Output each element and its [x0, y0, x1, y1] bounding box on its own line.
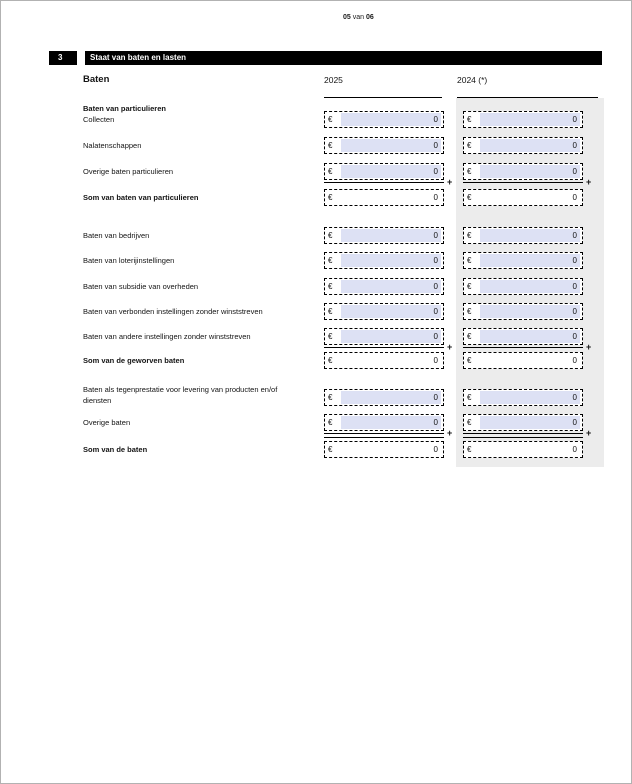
euro-symbol: € — [328, 418, 333, 427]
field-collecten-2024[interactable] — [463, 111, 583, 128]
total-line — [463, 433, 583, 438]
section-title: Staat van baten en lasten — [90, 53, 187, 62]
field-overige-baten-particulieren-2025[interactable] — [324, 163, 444, 180]
field-overige-baten-2024[interactable] — [463, 414, 583, 431]
euro-symbol: € — [328, 445, 333, 454]
field-som-van-de-baten-2025 — [324, 441, 444, 458]
field-value: 0 — [433, 445, 438, 454]
field-value: 0 — [572, 193, 577, 202]
field-value: 0 — [480, 113, 580, 126]
field-value: 0 — [341, 113, 441, 126]
euro-symbol: € — [328, 332, 333, 341]
field-value: 0 — [480, 280, 580, 293]
field-value: 0 — [480, 391, 580, 404]
euro-symbol: € — [467, 393, 472, 402]
field-nalatenschappen-2025[interactable] — [324, 137, 444, 154]
field-value: 0 — [480, 229, 580, 242]
field-value: 0 — [480, 416, 580, 429]
field-value: 0 — [341, 391, 441, 404]
field-value: 0 — [480, 165, 580, 178]
total-line — [324, 433, 444, 438]
sum-line — [463, 347, 583, 348]
column-rule-2024 — [457, 97, 598, 98]
euro-symbol: € — [467, 256, 472, 265]
page-of-word: van — [352, 14, 365, 21]
label-baten-van-bedrijven: Baten van bedrijven — [83, 231, 150, 240]
label-collecten: Collecten — [83, 115, 115, 124]
euro-symbol: € — [328, 141, 333, 150]
label-som-geworven-baten: Som van de geworven baten — [83, 356, 185, 365]
field-som-geworven-baten-2025 — [324, 352, 444, 369]
field-value: 0 — [572, 356, 577, 365]
field-value: 0 — [341, 305, 441, 318]
euro-symbol: € — [467, 193, 472, 202]
section-number: 3 — [58, 53, 63, 62]
field-baten-verbonden-instellingen-2025[interactable] — [324, 303, 444, 320]
euro-symbol: € — [467, 115, 472, 124]
euro-symbol: € — [467, 418, 472, 427]
plus-sign: + — [586, 177, 592, 187]
euro-symbol: € — [467, 307, 472, 316]
field-value: 0 — [341, 330, 441, 343]
field-collecten-2025[interactable] — [324, 111, 444, 128]
label-baten-verbonden-instellingen: Baten van verbonden instellingen zonder winststreven — [83, 307, 263, 316]
field-overige-baten-particulieren-2024[interactable] — [463, 163, 583, 180]
euro-symbol: € — [467, 282, 472, 291]
plus-sign: + — [447, 428, 453, 438]
field-som-geworven-baten-2024 — [463, 352, 583, 369]
label-som-van-de-baten: Som van de baten — [83, 445, 148, 454]
field-som-van-de-baten-2024 — [463, 441, 583, 458]
page-total: 06 — [366, 14, 374, 21]
label-som-baten-particulieren: Som van baten van particulieren — [83, 193, 199, 202]
field-baten-tegenprestatie-2024[interactable] — [463, 389, 583, 406]
field-baten-loterijinstellingen-2025[interactable] — [324, 252, 444, 269]
table-title: Baten — [83, 74, 110, 85]
field-nalatenschappen-2024[interactable] — [463, 137, 583, 154]
euro-symbol: € — [467, 445, 472, 454]
field-value: 0 — [341, 280, 441, 293]
euro-symbol: € — [328, 282, 333, 291]
field-baten-andere-instellingen-2025[interactable] — [324, 328, 444, 345]
field-value: 0 — [433, 356, 438, 365]
plus-sign: + — [447, 177, 453, 187]
field-baten-andere-instellingen-2024[interactable] — [463, 328, 583, 345]
field-value: 0 — [480, 330, 580, 343]
label-overige-baten-particulieren: Overige baten particulieren — [83, 167, 174, 176]
column-rule-2025 — [324, 97, 442, 98]
field-value: 0 — [433, 193, 438, 202]
euro-symbol: € — [328, 193, 333, 202]
field-baten-bedrijven-2024[interactable] — [463, 227, 583, 244]
field-value: 0 — [341, 229, 441, 242]
field-som-baten-particulieren-2024 — [463, 189, 583, 206]
field-baten-tegenprestatie-2025[interactable] — [324, 389, 444, 406]
field-value: 0 — [480, 139, 580, 152]
label-baten-van-particulieren: Baten van particulieren — [83, 104, 166, 113]
label-baten-van-subsidie-van-overheden: Baten van subsidie van overheden — [83, 282, 199, 291]
euro-symbol: € — [467, 231, 472, 240]
field-baten-bedrijven-2025[interactable] — [324, 227, 444, 244]
section-number-box — [49, 51, 77, 65]
field-baten-subsidie-overheden-2024[interactable] — [463, 278, 583, 295]
sum-line — [324, 347, 444, 348]
label-baten-van-loterijinstellingen: Baten van loterijinstellingen — [83, 256, 175, 265]
sum-line — [463, 182, 583, 183]
field-som-baten-particulieren-2025 — [324, 189, 444, 206]
field-baten-loterijinstellingen-2024[interactable] — [463, 252, 583, 269]
sum-line — [324, 182, 444, 183]
field-value: 0 — [341, 416, 441, 429]
field-value: 0 — [480, 305, 580, 318]
euro-symbol: € — [328, 231, 333, 240]
euro-symbol: € — [328, 356, 333, 365]
column-header-2025: 2025 — [324, 75, 343, 85]
euro-symbol: € — [467, 167, 472, 176]
section-title-bar — [85, 51, 602, 65]
label-nalatenschappen: Nalatenschappen — [83, 141, 142, 150]
euro-symbol: € — [328, 167, 333, 176]
field-overige-baten-2025[interactable] — [324, 414, 444, 431]
label-baten-andere-instellingen: Baten van andere instellingen zonder winststreven — [83, 332, 251, 341]
page-indicator — [343, 14, 374, 21]
field-baten-verbonden-instellingen-2024[interactable] — [463, 303, 583, 320]
label-baten-tegenprestatie: Baten als tegenprestatie voor levering van producten en/of diensten — [83, 385, 278, 405]
field-value: 0 — [572, 445, 577, 454]
field-value: 0 — [341, 139, 441, 152]
euro-symbol: € — [328, 256, 333, 265]
field-baten-subsidie-overheden-2025[interactable] — [324, 278, 444, 295]
page-number: 05 — [343, 14, 351, 21]
plus-sign: + — [586, 428, 592, 438]
field-value: 0 — [341, 165, 441, 178]
euro-symbol: € — [328, 115, 333, 124]
euro-symbol: € — [467, 332, 472, 341]
plus-sign: + — [447, 342, 453, 352]
euro-symbol: € — [328, 307, 333, 316]
column-header-2024: 2024 (*) — [457, 75, 488, 85]
field-value: 0 — [480, 254, 580, 267]
field-value: 0 — [341, 254, 441, 267]
label-overige-baten: Overige baten — [83, 418, 131, 427]
plus-sign: + — [586, 342, 592, 352]
euro-symbol: € — [328, 393, 333, 402]
euro-symbol: € — [467, 356, 472, 365]
euro-symbol: € — [467, 141, 472, 150]
